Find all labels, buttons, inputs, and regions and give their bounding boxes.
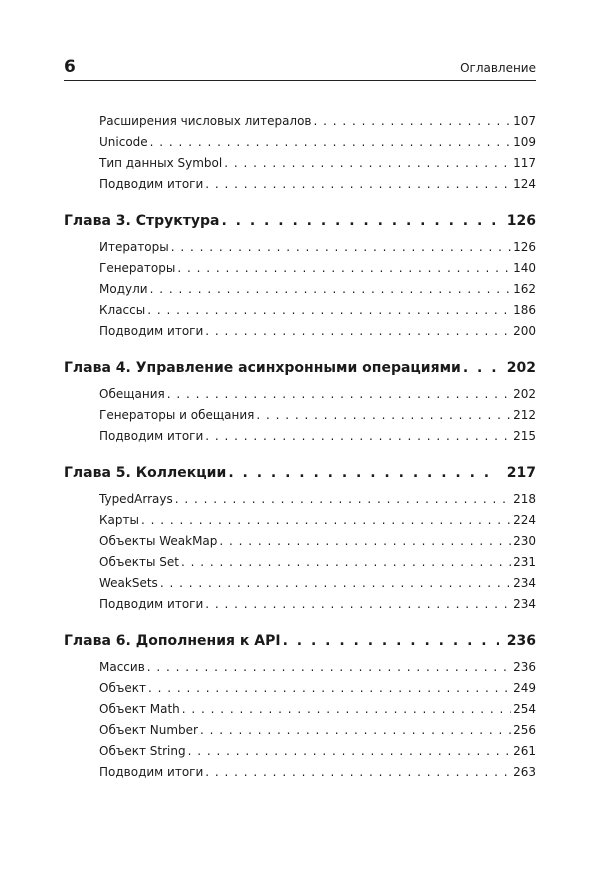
toc-entry xyxy=(99,553,536,571)
toc-entry-page: 162 xyxy=(513,282,536,296)
toc-entry-page: 202 xyxy=(513,387,536,401)
toc-entry-title: Классы xyxy=(99,303,146,317)
toc-entry-title: Итераторы xyxy=(99,240,169,254)
dot-leader xyxy=(314,112,512,130)
dot-leader xyxy=(463,357,499,379)
toc-entry xyxy=(99,511,536,529)
dot-leader xyxy=(188,742,512,760)
toc-entry-title: Подводим итоги xyxy=(99,597,204,611)
toc-entry xyxy=(99,427,536,445)
running-title: Оглавление xyxy=(460,61,536,75)
toc-entry-title: Объект xyxy=(99,681,146,695)
toc-entry xyxy=(99,490,536,508)
toc-entry-page: 212 xyxy=(513,408,536,422)
toc-entry-title: Генераторы и обещания xyxy=(99,408,255,422)
toc-entry-page: 126 xyxy=(513,240,536,254)
toc-chapter-page: 202 xyxy=(506,360,536,376)
toc-entry-title: Расширения числовых литералов xyxy=(99,114,312,128)
toc-entry-page: 224 xyxy=(513,513,536,527)
toc-entry xyxy=(99,574,536,592)
toc-entry-title: Массив xyxy=(99,660,145,674)
dot-leader xyxy=(182,700,511,718)
dot-leader xyxy=(256,406,511,424)
toc-entry-page: 107 xyxy=(513,114,536,128)
dot-leader xyxy=(147,658,511,676)
toc-entry-page: 236 xyxy=(513,660,536,674)
toc-entry xyxy=(99,259,536,277)
toc-entry-page: 186 xyxy=(513,303,536,317)
toc-entry-page: 234 xyxy=(513,576,536,590)
toc-entry-page: 231 xyxy=(513,555,536,569)
toc-entry-title: Объекты Set xyxy=(99,555,179,569)
dot-leader xyxy=(181,553,511,571)
toc-entry xyxy=(99,238,536,256)
toc-entry-page: 140 xyxy=(513,261,536,275)
toc-chapter-page: 126 xyxy=(506,213,536,229)
dot-leader xyxy=(148,679,511,697)
toc-entry-page: 200 xyxy=(513,324,536,338)
page-header xyxy=(64,56,536,82)
dot-leader xyxy=(205,595,511,613)
dot-leader xyxy=(205,322,511,340)
toc-entry xyxy=(99,385,536,403)
toc-entry-page: 218 xyxy=(513,492,536,506)
toc-entry-title: Unicode xyxy=(99,135,148,149)
dot-leader xyxy=(150,280,512,298)
toc-entry-page: 249 xyxy=(513,681,536,695)
toc-entry-page: 261 xyxy=(513,744,536,758)
dot-leader xyxy=(175,490,511,508)
dot-leader xyxy=(224,154,511,172)
toc-chapter-3 xyxy=(64,210,536,232)
toc-entry xyxy=(99,133,536,151)
toc-entry-title: TypedArrays xyxy=(99,492,173,506)
toc-entry-page: 234 xyxy=(513,597,536,611)
header-rule xyxy=(64,80,536,81)
toc-entry-title: WeakSets xyxy=(99,576,158,590)
dot-leader xyxy=(205,175,511,193)
toc-chapter-page: 217 xyxy=(506,465,536,481)
toc-entry-page: 254 xyxy=(513,702,536,716)
toc-chapter-5 xyxy=(64,462,536,484)
dot-leader xyxy=(219,532,511,550)
toc-entry-title: Подводим итоги xyxy=(99,324,204,338)
toc-entry xyxy=(99,595,536,613)
toc-entry-page: 109 xyxy=(513,135,536,149)
toc-entry-title: Модули xyxy=(99,282,148,296)
toc-entry xyxy=(99,679,536,697)
dot-leader xyxy=(221,210,498,232)
toc-entry-title: Обещания xyxy=(99,387,165,401)
toc-entry-title: Тип данных Symbol xyxy=(99,156,223,170)
toc-entry-title: Подводим итоги xyxy=(99,765,204,779)
dot-leader xyxy=(160,574,511,592)
dot-leader xyxy=(205,763,511,781)
toc-entry-page: 117 xyxy=(513,156,536,170)
page-number: 6 xyxy=(64,57,76,77)
dot-leader xyxy=(205,427,511,445)
toc-entry xyxy=(99,658,536,676)
toc-entry xyxy=(99,175,536,193)
toc-entry-title: Подводим итоги xyxy=(99,177,204,191)
toc-entry xyxy=(99,700,536,718)
toc-chapter-title: Глава 5. Коллекции xyxy=(64,465,227,481)
toc-entry-page: 256 xyxy=(513,723,536,737)
toc-entry-title: Объект String xyxy=(99,744,186,758)
dot-leader xyxy=(150,133,511,151)
toc-entry-title: Карты xyxy=(99,513,139,527)
toc-chapter-title: Глава 4. Управление асинхронными операциями xyxy=(64,360,461,376)
toc-entry-title: Подводим итоги xyxy=(99,429,204,443)
dot-leader xyxy=(177,259,511,277)
toc-chapter-title: Глава 6. Дополнения к API xyxy=(64,633,281,649)
toc-entry-page: 230 xyxy=(513,534,536,548)
dot-leader xyxy=(283,630,499,652)
toc-entry xyxy=(99,280,536,298)
dot-leader xyxy=(200,721,511,739)
dot-leader xyxy=(228,462,498,484)
toc-entry-page: 215 xyxy=(513,429,536,443)
toc-entry xyxy=(99,721,536,739)
toc-entry-title: Объекты WeakMap xyxy=(99,534,218,548)
toc-entry-title: Генераторы xyxy=(99,261,176,275)
dot-leader xyxy=(167,385,511,403)
toc-chapter-title: Глава 3. Структура xyxy=(64,213,220,229)
toc-entry xyxy=(99,322,536,340)
toc-entry xyxy=(99,406,536,424)
toc-entry-title: Объект Math xyxy=(99,702,180,716)
toc-entry-title: Объект Number xyxy=(99,723,198,737)
dot-leader xyxy=(141,511,511,529)
toc-chapter-4 xyxy=(64,357,536,379)
toc-entry xyxy=(99,301,536,319)
toc-chapter-6 xyxy=(64,630,536,652)
toc-entry-page: 263 xyxy=(513,765,536,779)
dot-leader xyxy=(147,301,511,319)
toc-chapter-page: 236 xyxy=(506,633,536,649)
toc-entry xyxy=(99,763,536,781)
toc-entry xyxy=(99,742,536,760)
dot-leader xyxy=(171,238,511,256)
toc-entry xyxy=(99,154,536,172)
toc-entry xyxy=(99,532,536,550)
toc-entry-page: 124 xyxy=(513,177,536,191)
toc-entry xyxy=(99,112,536,130)
